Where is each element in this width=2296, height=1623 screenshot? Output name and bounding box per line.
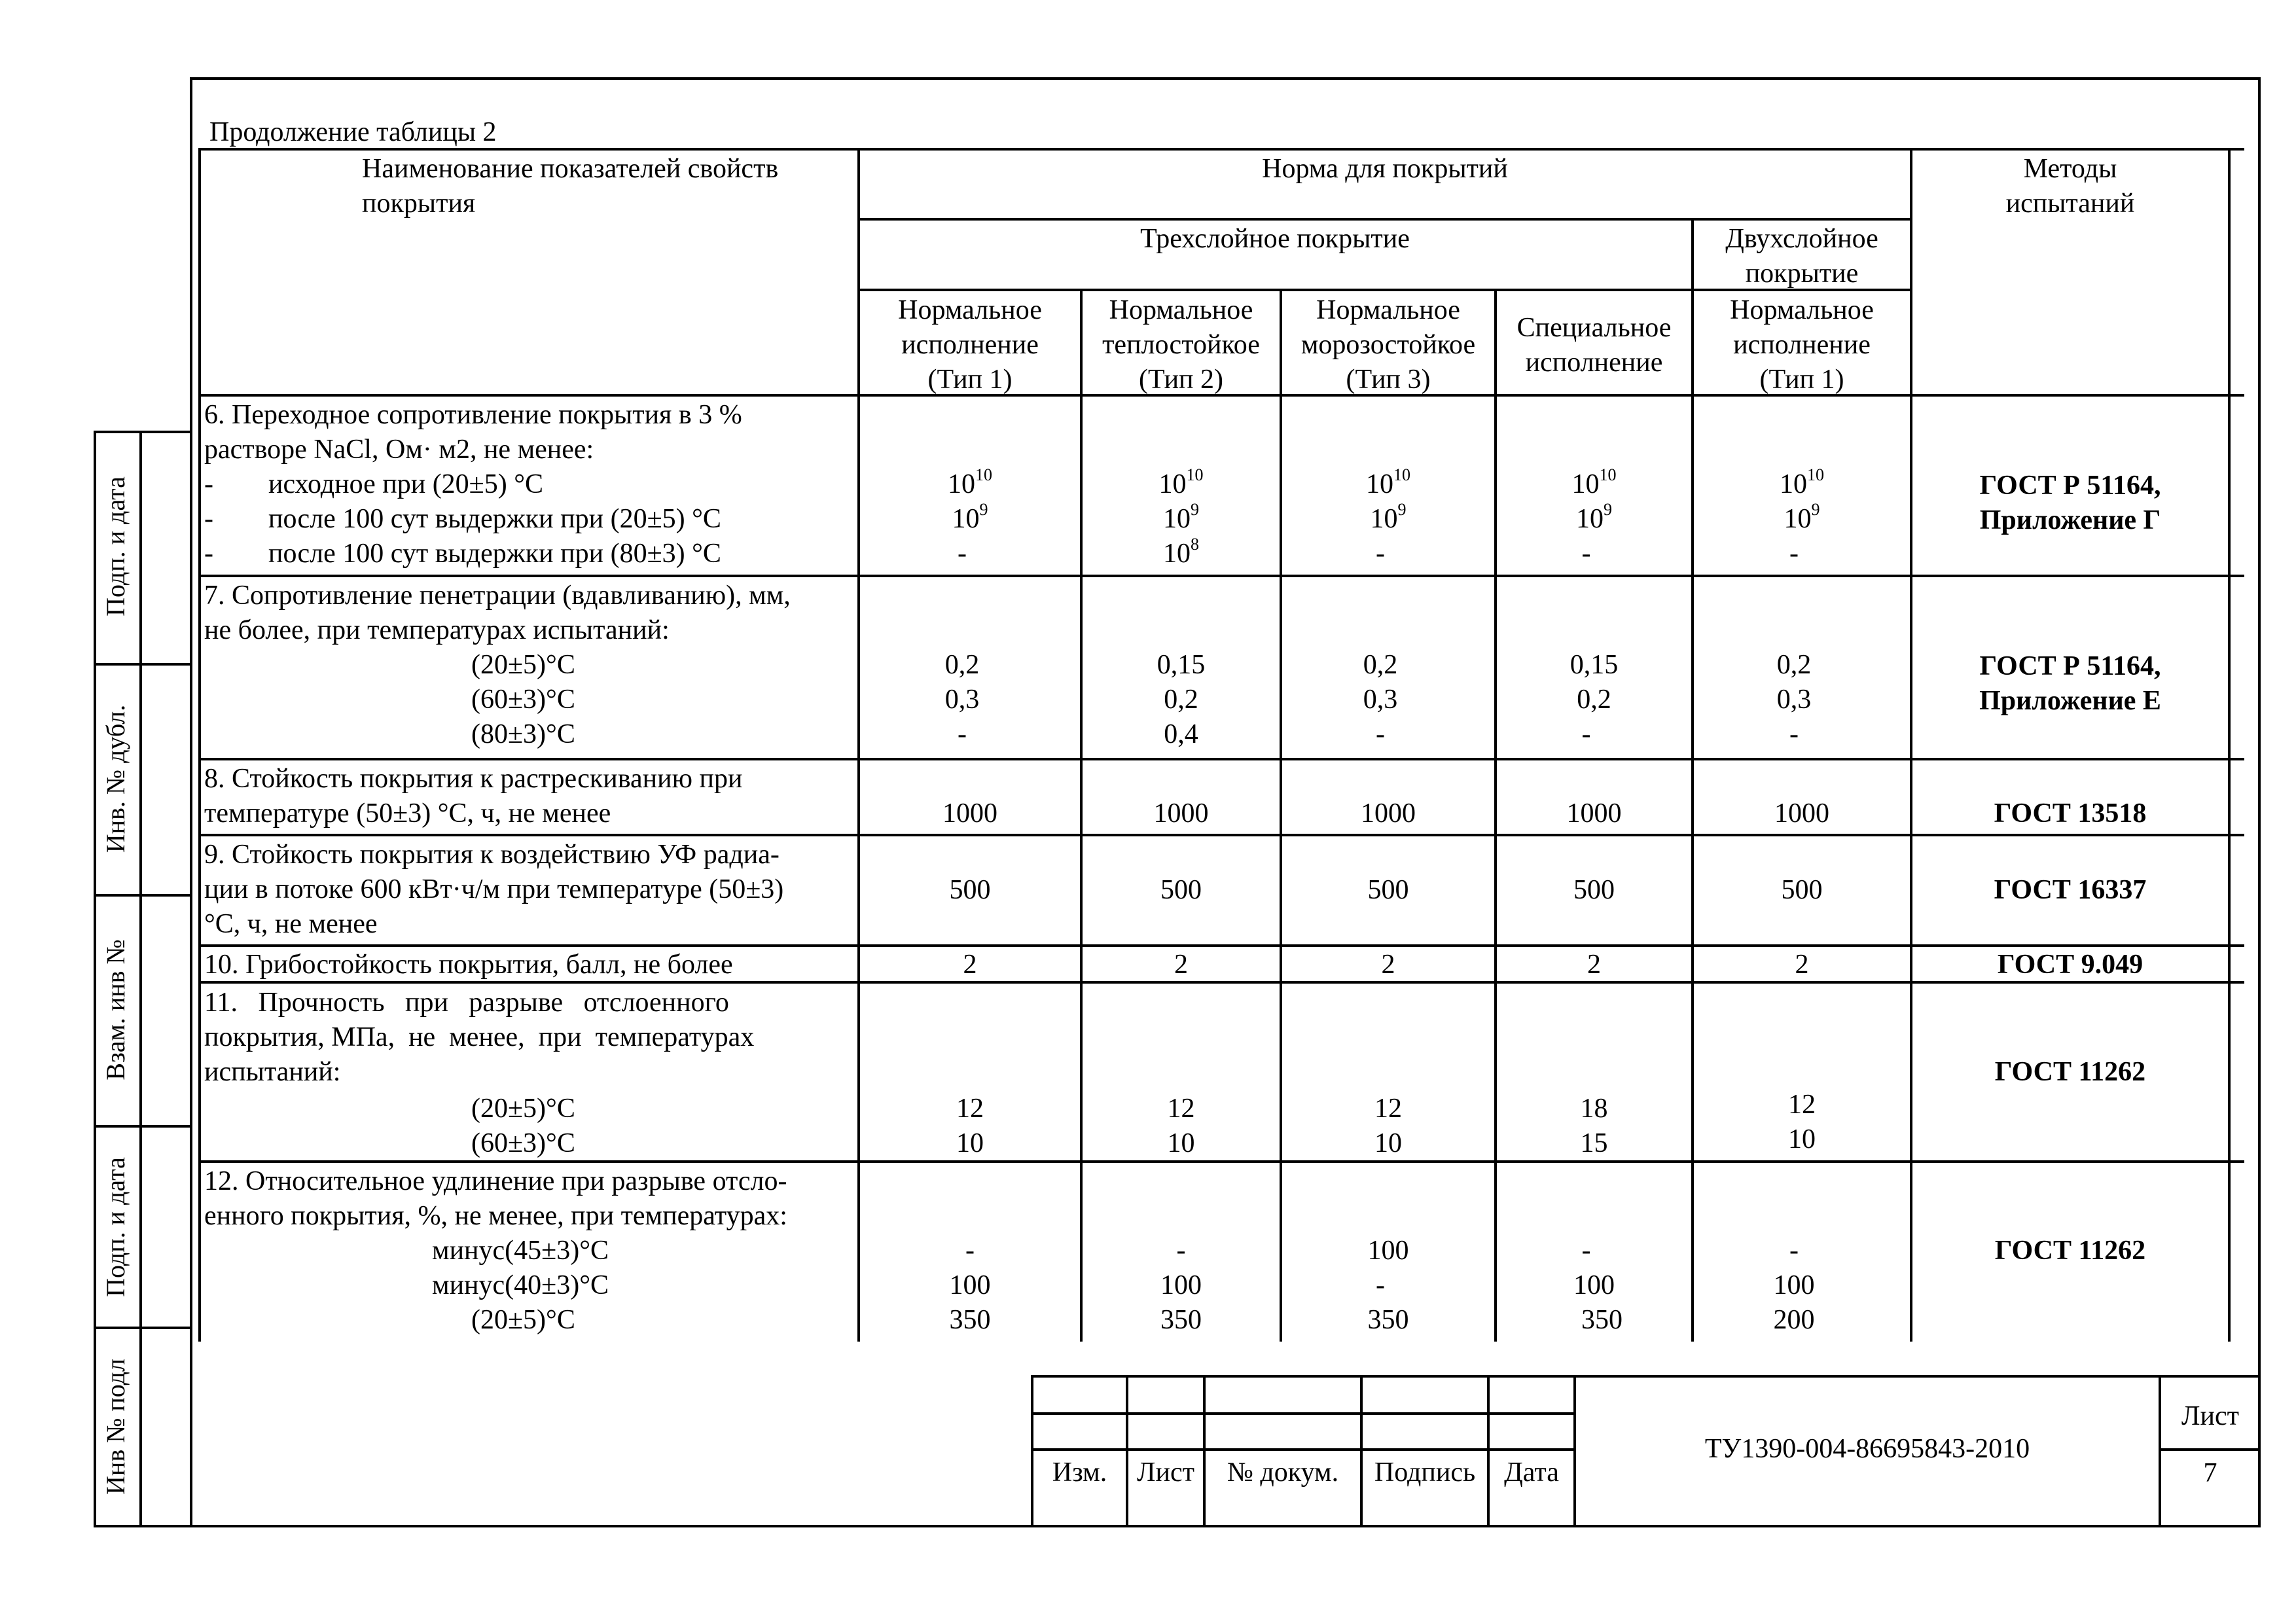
header-two-layer: Двухслойное покрытие xyxy=(1725,224,1878,289)
row11-name: 11. Прочность при разрыве отслоенного покрытия, МПа, не менее, при температурах испытаний: xyxy=(204,988,755,1087)
row11-c1-v2: 10 xyxy=(956,1128,984,1158)
row10-method: ГОСТ 9.049 xyxy=(1997,950,2144,980)
side-stamp-divider xyxy=(139,431,142,1527)
row6-c5-v2: $10^9$ xyxy=(1784,500,1820,534)
row11-temp-60: (60±3)°С xyxy=(471,1128,575,1158)
tb-label-date: Дата xyxy=(1504,1457,1559,1488)
header-sub-5: Нормальное исполнение (Тип 1) xyxy=(1730,295,1874,395)
stamp-replace-inv: Взам. инв № xyxy=(101,939,130,1080)
row12-c1-v1: - xyxy=(965,1236,975,1266)
row6-c4-v1: $10^{10}$ xyxy=(1571,465,1617,499)
header-property-name: Наименование показателей свойств покрытия xyxy=(362,154,779,219)
row6-c1-v2: $10^9$ xyxy=(952,500,988,534)
row11-c3-v1: 12 xyxy=(1374,1094,1402,1124)
row6-method: ГОСТ Р 51164, Приложение Г xyxy=(1979,471,2161,535)
row9-c5: 500 xyxy=(1781,875,1823,905)
table-caption: Продолжение таблицы 2 xyxy=(209,117,497,147)
header-three-layer: Трехслойное покрытие xyxy=(1140,224,1410,254)
row6-c3-v1: $10^{10}$ xyxy=(1366,465,1410,499)
row10-c3: 2 xyxy=(1381,950,1395,980)
row11-c1-v1: 12 xyxy=(956,1094,984,1124)
row7-c4-v3: - xyxy=(1581,719,1591,749)
tb-label-sign: Подпись xyxy=(1374,1457,1476,1488)
tb-sheet-number: 7 xyxy=(2203,1458,2217,1488)
row7-c1-v3: - xyxy=(958,719,967,749)
header-sub-1: Нормальное исполнение (Тип 1) xyxy=(898,295,1042,395)
row6-c4-v2: $10^9$ xyxy=(1576,500,1612,534)
row7-c3-v3: - xyxy=(1376,719,1385,749)
row7-c5-v2: 0,3 xyxy=(1776,685,1812,715)
row6-name-line1: 6. Переходное сопротивление покрытия в 3 % xyxy=(204,400,742,430)
row12-c4-v2: 100 xyxy=(1573,1270,1615,1300)
row12-c3-v2: - xyxy=(1376,1270,1385,1300)
row7-c3-v2: 0,3 xyxy=(1363,685,1398,715)
row11-c3-v2: 10 xyxy=(1374,1128,1402,1158)
row7-temp-60: (60±3)°С xyxy=(471,685,575,715)
stamp-sign-date-1: Подп. и дата xyxy=(101,476,130,616)
row11-c5-v1: 12 xyxy=(1788,1090,1816,1120)
row9-name: 9. Стойкость покрытия к воздействию УФ радиа- ции в потоке 600 кВт·ч/м при температуре (50±3) °С, ч, не менее xyxy=(204,840,784,939)
row12-temp-minus40: минус(40±3)°С xyxy=(432,1270,609,1300)
row12-c2-v1: - xyxy=(1176,1236,1186,1266)
row10-c4: 2 xyxy=(1587,950,1601,980)
row9-c4: 500 xyxy=(1573,875,1615,905)
row6-c3-v2: $10^9$ xyxy=(1370,500,1407,534)
row6-c5-v3: - xyxy=(1789,539,1799,569)
row12-c3-v3: 350 xyxy=(1367,1305,1409,1335)
row6-c1-v1: $10^{10}$ xyxy=(948,465,992,499)
row10-c5: 2 xyxy=(1795,950,1809,980)
row7-temp-20: (20±5)°С xyxy=(471,650,575,680)
row6-c2-v2: $10^9$ xyxy=(1163,500,1199,534)
row8-c4: 1000 xyxy=(1566,798,1622,829)
row9-c3: 500 xyxy=(1367,875,1409,905)
row7-c4-v2: 0,2 xyxy=(1577,685,1611,715)
row10-c1: 2 xyxy=(963,950,977,980)
row11-c4-v2: 15 xyxy=(1580,1128,1608,1158)
row6-c1-v3: - xyxy=(958,539,967,569)
row9-c2: 500 xyxy=(1160,875,1202,905)
row10-c2: 2 xyxy=(1174,950,1188,980)
row11-c2-v1: 12 xyxy=(1167,1094,1195,1124)
header-methods: Методы испытаний xyxy=(2005,154,2135,219)
row12-temp-minus45: минус(45±3)°С xyxy=(432,1236,609,1266)
row9-method: ГОСТ 16337 xyxy=(1994,875,2147,905)
row6-item-initial: - исходное при (20±5) °С xyxy=(204,469,544,499)
row6-item-100d-80: - после 100 сут выдержки при (80±3) °С xyxy=(204,539,721,569)
row12-c2-v2: 100 xyxy=(1160,1270,1202,1300)
row8-c5: 1000 xyxy=(1774,798,1829,829)
row11-c4-v1: 18 xyxy=(1580,1094,1608,1124)
title-block-top xyxy=(1031,1375,2261,1378)
row6-name-line2: растворе NaCl, Ом· м2, не менее: xyxy=(204,435,594,465)
row7-c1-v2: 0,3 xyxy=(944,685,980,715)
row7-c4-v1: 0,15 xyxy=(1570,650,1619,680)
row6-c4-v3: - xyxy=(1581,539,1591,569)
stamp-dup-inv: Инв. № дубл. xyxy=(101,704,130,853)
row9-c1: 500 xyxy=(949,875,991,905)
row7-temp-80: (80±3)°С xyxy=(471,719,575,749)
tb-label-doc: № докум. xyxy=(1227,1457,1339,1488)
row12-c2-v3: 350 xyxy=(1160,1305,1202,1335)
table-top-border xyxy=(198,148,2244,151)
tb-doc-code: ТУ1390-004-86695843-2010 xyxy=(1704,1434,2030,1464)
row7-c2-v2: 0,2 xyxy=(1164,685,1198,715)
row12-c1-v3: 350 xyxy=(949,1305,991,1335)
row10-name: 10. Грибостойкость покрытия, балл, не более xyxy=(204,950,733,980)
row6-c2-v3: $10^8$ xyxy=(1163,535,1199,569)
row7-name: 7. Сопротивление пенетрации (вдавливанию), мм, не более, при температурах испытаний: xyxy=(204,580,791,645)
row12-c4-v3: 350 xyxy=(1581,1305,1623,1335)
row6-c3-v3: - xyxy=(1376,539,1385,569)
header-sub-3: Нормальное морозостойкое (Тип 3) xyxy=(1300,295,1476,395)
row8-name: 8. Стойкость покрытия к растрескиванию при температуре (50±3) °С, ч, не менее xyxy=(204,764,743,829)
row7-c5-v1: 0,2 xyxy=(1776,650,1812,680)
tb-label-izm: Изм. xyxy=(1052,1457,1107,1488)
row7-c2-v3: 0,4 xyxy=(1164,719,1198,749)
row7-method: ГОСТ Р 51164, Приложение Е xyxy=(1979,651,2161,716)
row12-c3-v1: 100 xyxy=(1367,1236,1409,1266)
row11-temp-20: (20±5)°С xyxy=(471,1094,575,1124)
stamp-orig-inv: Инв № подл xyxy=(101,1359,130,1495)
row8-c2: 1000 xyxy=(1153,798,1209,829)
header-sub-2: Нормальное теплостойкое (Тип 2) xyxy=(1102,295,1260,395)
row12-method: ГОСТ 11262 xyxy=(1994,1236,2146,1266)
row12-name: 12. Относительное удлинение при разрыве отсло- енного покрытия, %, не менее, при температурах: xyxy=(204,1166,787,1231)
row12-c5-v2: 100 xyxy=(1773,1270,1815,1300)
row8-c1: 1000 xyxy=(942,798,997,829)
row7-c1-v1: 0,2 xyxy=(944,650,980,680)
row6-c2-v1: $10^{10}$ xyxy=(1158,465,1204,499)
row6-item-100d-20: - после 100 сут выдержки при (20±5) °С xyxy=(204,504,721,534)
row12-c1-v2: 100 xyxy=(949,1270,991,1300)
row11-method: ГОСТ 11262 xyxy=(1994,1057,2146,1087)
row8-method: ГОСТ 13518 xyxy=(1994,798,2147,829)
header-norm: Норма для покрытий xyxy=(1262,154,1508,184)
row7-c5-v3: - xyxy=(1789,719,1799,749)
row12-temp-20: (20±5)°С xyxy=(471,1305,575,1335)
row6-c5-v1: $10^{10}$ xyxy=(1780,465,1824,499)
row7-c2-v1: 0,15 xyxy=(1157,650,1206,680)
row7-c3-v1: 0,2 xyxy=(1363,650,1398,680)
row12-c4-v1: - xyxy=(1581,1236,1591,1266)
tb-sheet-label: Лист xyxy=(2181,1401,2239,1431)
tb-label-list: Лист xyxy=(1137,1457,1194,1488)
header-sub-4: Специальное исполнение xyxy=(1516,313,1672,378)
row11-c5-v2: 10 xyxy=(1788,1124,1816,1154)
row12-c5-v3: 200 xyxy=(1773,1305,1815,1335)
row8-c3: 1000 xyxy=(1361,798,1416,829)
row11-c2-v2: 10 xyxy=(1167,1128,1195,1158)
stamp-sign-date-2: Подп. и дата xyxy=(101,1157,130,1297)
row12-c5-v1: - xyxy=(1789,1236,1799,1266)
